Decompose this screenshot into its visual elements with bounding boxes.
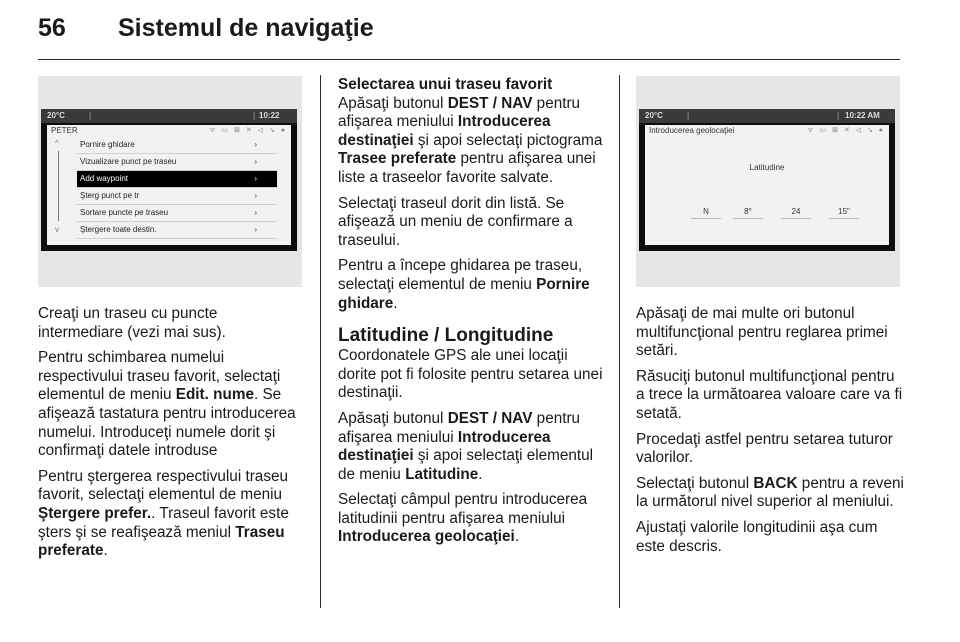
menu-term: Ştergere prefer.: [38, 504, 152, 522]
subsection-heading: Latitudine / Longitudine: [338, 325, 554, 347]
text: Apăsaţi butonul: [338, 94, 448, 112]
menu-item-label: Sortare puncte pe traseu: [80, 208, 169, 217]
temperature: 20°C: [47, 111, 65, 120]
text: şi apoi selectaţi elementul de meniu: [338, 447, 594, 483]
chevron-right-icon: ›: [254, 140, 257, 149]
menu-item[interactable]: [77, 154, 277, 171]
scroll-down-icon[interactable]: v: [55, 225, 59, 234]
page-title: Sistemul de navigaţie: [118, 14, 374, 42]
menu-item[interactable]: [77, 188, 277, 205]
breadcrumb: PETER: [51, 126, 78, 135]
menu-term: Pornire ghidare: [338, 275, 590, 312]
menu-term: Edit. nume: [175, 386, 254, 404]
menu-item-label: Vizualizare punct pe traseu: [80, 157, 177, 166]
menu-term: Latitudine: [405, 465, 479, 483]
button-term: DEST / NAV: [447, 409, 533, 427]
clock-2: 10:22 AM: [845, 111, 880, 120]
text: pentru afişarea meniului: [338, 94, 581, 131]
breadcrumb-2: Introducerea geolocaţiei: [649, 126, 735, 135]
display-screen: [41, 109, 297, 251]
menu-term: Introducerea destinaţiei: [338, 428, 551, 465]
paragraph: [338, 491, 606, 547]
menu-item[interactable]: [77, 171, 277, 188]
status-icons: ᯤ ▭ ⊠ ✕ ◁ ↘ ●: [209, 127, 287, 134]
paragraph: [338, 410, 606, 484]
menu-item-label: Şterg punct pe tr: [80, 191, 140, 200]
scrollbar[interactable]: [55, 139, 63, 237]
chevron-right-icon: ›: [254, 191, 257, 200]
status-separator-right-2: |: [837, 111, 840, 120]
text: .: [393, 294, 398, 312]
paragraph: [38, 349, 306, 461]
clock: 10:22: [259, 111, 280, 120]
seconds-field[interactable]: 15": [829, 207, 859, 219]
text: Pentru a începe ghidarea pe traseu, selectaţi elementul de meniu: [338, 257, 583, 293]
section-heading: [338, 76, 606, 95]
latitude-label: Latitudine: [749, 163, 785, 172]
paragraph: Procedaţi astfel pentru setarea tuturor valorilor.: [636, 430, 893, 467]
heading-text: Selectarea unui traseu favorit: [338, 76, 553, 93]
hemisphere-field[interactable]: N: [691, 207, 721, 219]
button-term: BACK: [753, 474, 798, 492]
paragraph: [338, 257, 606, 313]
chevron-right-icon: ›: [254, 208, 257, 217]
column-3: [636, 305, 906, 563]
text: Selectaţi butonul: [636, 474, 754, 492]
menu-item-label: Ştergere toate destin.: [80, 225, 157, 234]
menu-item[interactable]: [77, 222, 277, 239]
paragraph: [636, 475, 906, 512]
text: . Se afişează tastatura pentru introducerea numelui. Introduceţi numele dorit şi confirmaţi datele introduse: [38, 386, 296, 460]
menu-term: Introducerea destinaţiei: [338, 113, 551, 149]
text: Pentru ştergerea respectivului traseu favorit, selectaţi elementul de meniu: [38, 467, 288, 504]
scroll-track: [58, 151, 59, 221]
text: .: [514, 528, 520, 546]
screenshot-geolocation: [636, 76, 900, 287]
column-2: [338, 76, 606, 554]
column-divider-2: [619, 75, 620, 608]
text: .: [478, 465, 483, 483]
menu-item[interactable]: [77, 205, 277, 222]
chevron-right-icon: ›: [254, 225, 257, 234]
status-separator-2: |: [687, 111, 690, 120]
menu-term: Introducerea geolocaţiei: [338, 528, 515, 546]
text: Pentru schimbarea numelui respectivului traseu favorit, selectaţi elementul de meniu: [38, 349, 281, 404]
paragraph: [38, 468, 306, 561]
temperature-2: 20°C: [645, 111, 663, 120]
paragraph: Coordonatele GPS ale unei locaţii dorite pot fi folosite pentru setarea unei destinaţii.: [338, 347, 603, 402]
screenshot-waypoint-menu: [38, 76, 302, 287]
menu-term: Trasee preferate: [338, 150, 457, 168]
status-separator-right: |: [253, 111, 256, 120]
geolocation-panel: [645, 125, 889, 245]
menu-item-label: Add waypoint: [80, 174, 129, 183]
text: pentru afişarea unei liste a traseelor favorite salvate.: [338, 150, 596, 186]
text: .: [103, 542, 108, 560]
status-bar: [41, 109, 297, 123]
text: şi apoi selectaţi pictograma: [413, 131, 603, 149]
text: . Traseul favorit este şters şi se reafişează meniul: [38, 504, 289, 541]
text: Apăsaţi butonul: [338, 409, 448, 427]
page-number: 56: [38, 14, 66, 42]
paragraph: Răsuciţi butonul multifuncţional pentru a trece la următoarea valoare care va fi setată.: [636, 367, 903, 422]
text: pentru a reveni la următorul nivel superior al meniului.: [636, 474, 904, 511]
text: Selectaţi câmpul pentru introducerea latitudinii pentru afişarea meniului: [338, 491, 588, 527]
paragraph: Creaţi un traseu cu puncte intermediare (vezi mai sus).: [38, 305, 226, 341]
degrees-field[interactable]: 8°: [733, 207, 763, 219]
status-bar-2: [639, 109, 895, 123]
route-menu: [77, 137, 277, 239]
menu-item-label: Pornire ghidare: [80, 140, 135, 149]
column-1: [38, 305, 306, 568]
page-header: [38, 14, 374, 43]
chevron-right-icon: ›: [254, 157, 257, 166]
button-term: DEST / NAV: [447, 94, 533, 112]
chevron-right-icon: ›: [254, 174, 257, 183]
paragraph: Ajustaţi valorile longitudinii aşa cum este descris.: [636, 518, 878, 555]
paragraph: Apăsaţi de mai multe ori butonul multifuncţional pentru reglarea primei setări.: [636, 305, 888, 360]
display-screen-2: [639, 109, 895, 251]
menu-panel: [47, 125, 291, 245]
menu-item[interactable]: [77, 137, 277, 154]
menu-term: Traseu preferate: [38, 523, 285, 560]
column-divider-1: [320, 75, 321, 608]
status-icons-2: ᯤ ▭ ⊠ ✕ ◁ ↘ ●: [807, 127, 885, 134]
header-rule: [38, 59, 900, 60]
paragraph: Selectaţi traseul dorit din listă. Se afişează un meniu de confirmare a traseului.: [338, 194, 573, 249]
status-separator: |: [89, 111, 92, 120]
minutes-field[interactable]: 24: [781, 207, 811, 219]
text: pentru afişarea meniului: [338, 409, 581, 446]
scroll-up-icon[interactable]: ^: [55, 139, 59, 148]
paragraph: [338, 95, 606, 188]
